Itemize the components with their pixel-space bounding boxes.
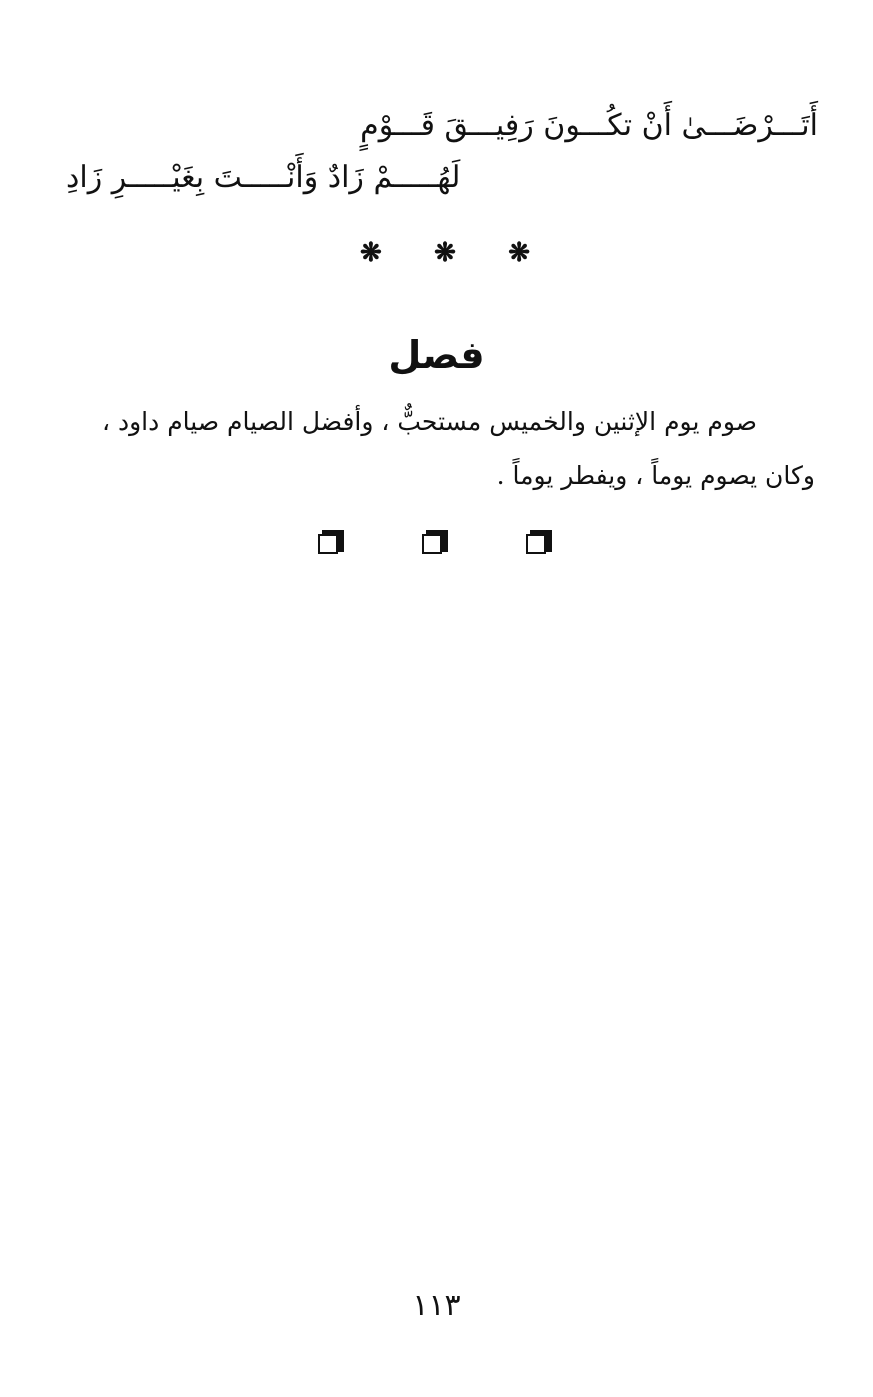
- poem-verse-second-hemistich: لَهُـــــمْ زَادٌ وَأَنْـــــتَ بِغَيْـــــرِ زَادِ: [66, 160, 461, 195]
- shadowed-square-icon: [526, 530, 554, 558]
- shadowed-square-icon: [318, 530, 346, 558]
- paragraph-line: صوم يوم الإثنين والخميس مستحبٌّ ، وأفضل الصيام صيام داود ،: [101, 407, 757, 436]
- star-icon: ❋: [360, 238, 382, 268]
- star-separator: [360, 238, 530, 268]
- star-icon: ❋: [508, 238, 530, 268]
- shadowed-square-icon: [422, 530, 450, 558]
- star-icon: ❋: [434, 238, 456, 268]
- section-heading: فصل: [388, 333, 485, 377]
- section-end-marks: [318, 530, 554, 558]
- poem-verse-first-hemistich: أَتَـــرْضَـــىٰ أَنْ تكُـــونَ رَفِيـــقَ قَـــوْمٍ: [360, 108, 818, 143]
- page-number: ١١٣: [412, 1288, 461, 1323]
- paragraph-line: وكان يصوم يوماً ، ويفطر يوماً .: [496, 461, 815, 490]
